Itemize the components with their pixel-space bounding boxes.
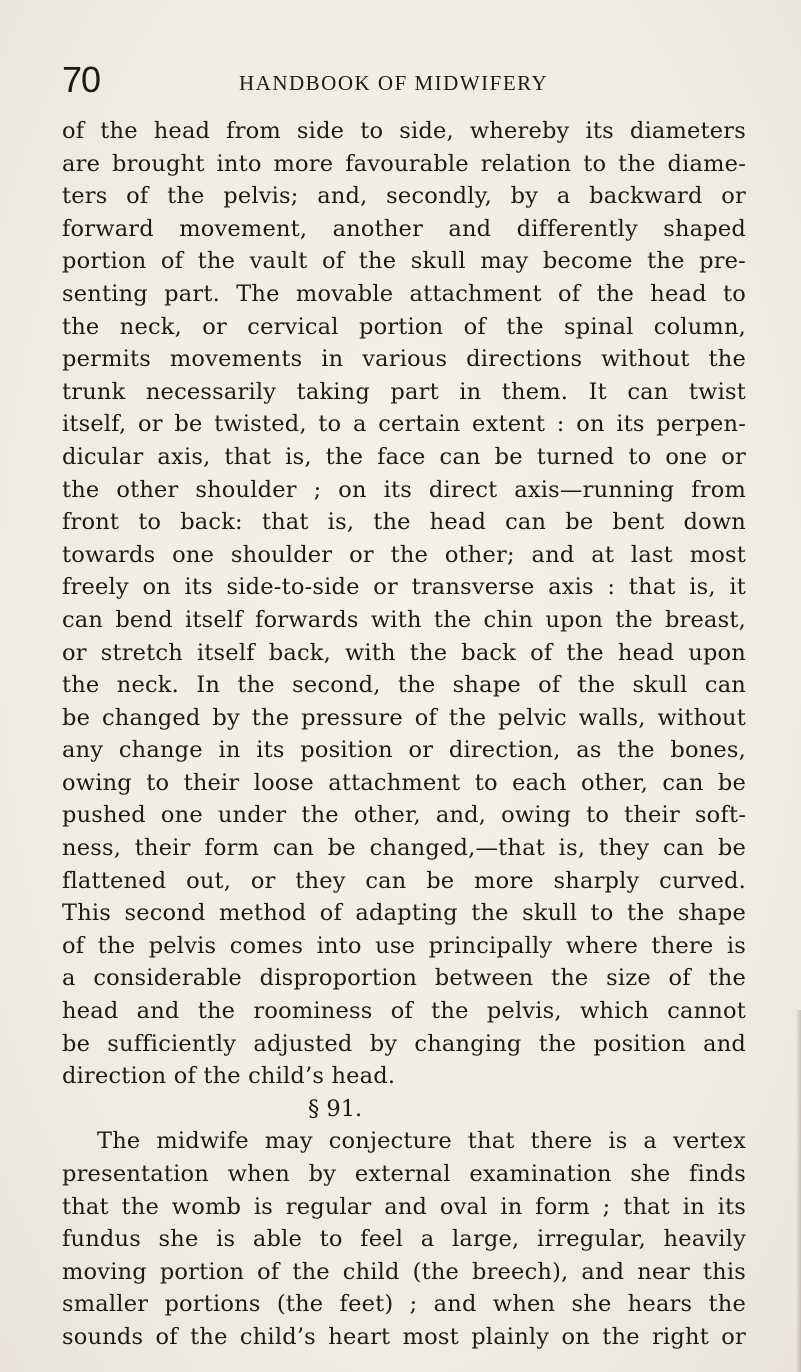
body-text (62, 115, 746, 1354)
text-line: This second method of adapting the skull to the shape (62, 900, 746, 927)
text-line: pushed one under the other, and, owing to their soft- (62, 802, 746, 829)
text-line: senting part. The movable attachment of the head to (62, 280, 746, 307)
text-line: are brought into more favourable relation to the diame- (62, 150, 746, 177)
text-line: The midwife may conjecture that there is a vertex (97, 1128, 746, 1155)
text-line: presentation when by external examination she finds (62, 1161, 746, 1187)
paragraph (62, 1125, 746, 1353)
text-line: freely on its side-to-side or transverse axis : that is, it (62, 574, 746, 601)
text-line: owing to their loose attachment to each other, can be (62, 769, 746, 796)
text-line: dicular axis, that is, the face can be turned to one or (62, 443, 746, 470)
text-line: that the womb is regular and oval in form ; that in its (62, 1193, 746, 1220)
text-line: be changed by the pressure of the pelvic walls, without (62, 704, 746, 731)
text-line: the other shoulder ; on its direct axis—running from (62, 476, 746, 503)
text-line: itself, or be twisted, to a certain extent : on its perpen- (62, 411, 746, 438)
text-line: the neck. In the second, the shape of the skull can (62, 672, 746, 699)
text-line: portion of the vault of the skull may become the pre- (62, 248, 746, 275)
text-line: a considerable disproportion between the size of the (62, 965, 746, 992)
paragraph-continued (62, 115, 746, 1093)
text-line: forward movement, another and differently shaped (62, 215, 746, 242)
text-line: the neck, or cervical portion of the spinal column, (62, 313, 746, 340)
text-line: trunk necessarily taking part in them. It can twist (62, 378, 746, 405)
text-line: ness, their form can be changed,—that is, they can be (62, 835, 746, 862)
text-line: be sufficiently adjusted by changing the position and (62, 1030, 746, 1057)
text-line: of the pelvis comes into use principally where there is (62, 932, 746, 959)
text-line: permits movements in various directions without the (62, 346, 746, 373)
page-edge-shadow (796, 1010, 801, 1372)
text-line: or stretch itself back, with the back of the head upon (62, 639, 746, 666)
text-line: head and the roominess of the pelvis, which cannot (62, 998, 746, 1025)
page-number: 70 (62, 59, 101, 100)
text-line: sounds of the child’s heart most plainly on the right or (62, 1323, 746, 1350)
text-line: ters of the pelvis; and, secondly, by a backward or (62, 183, 746, 210)
page-header (62, 60, 762, 100)
text-line: can bend itself forwards with the chin upon the breast, (62, 606, 746, 633)
text-line: fundus she is able to feel a large, irregular, heavily (62, 1226, 746, 1253)
text-line: front to back: that is, the head can be bent down (62, 509, 746, 536)
text-line: of the head from side to side, whereby its diameters (62, 118, 746, 144)
text-line: any change in its position or direction, as the bones, (62, 737, 746, 764)
running-head: HANDBOOK OF MIDWIFERY (239, 71, 549, 95)
text-line: smaller portions (the feet) ; and when she hears the (62, 1291, 746, 1318)
text-line: moving portion of the child (the breech), and near this (62, 1258, 746, 1285)
text-line: flattened out, or they can be more sharply curved. (62, 867, 746, 894)
section-heading: § 91. (308, 1095, 363, 1122)
text-line: direction of the child’s head. (62, 1063, 396, 1090)
text-line: towards one shoulder or the other; and at last most (62, 541, 746, 568)
